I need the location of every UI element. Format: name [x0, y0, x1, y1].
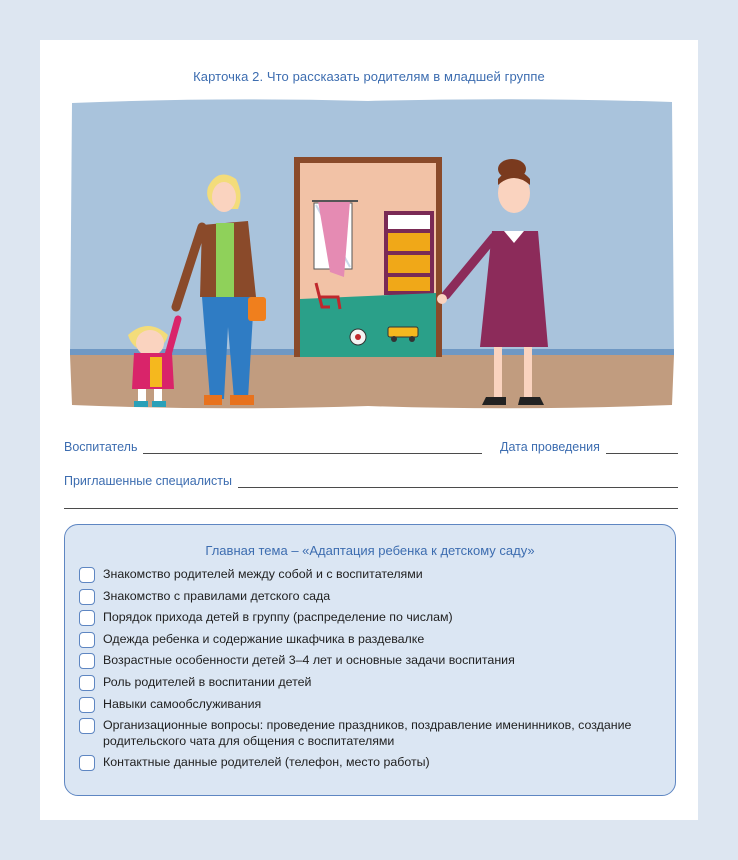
checkbox[interactable] — [79, 675, 95, 691]
checkbox[interactable] — [79, 589, 95, 605]
main-topic-box — [64, 524, 676, 796]
doorway — [294, 157, 442, 357]
checklist-item — [79, 652, 664, 669]
checklist-item — [79, 717, 664, 749]
checkbox[interactable] — [79, 718, 95, 734]
date-row — [500, 440, 678, 454]
educator-label: Воспитатель — [64, 440, 138, 454]
checklist-item-label: Знакомство родителей между собой и с воспитателями — [103, 567, 423, 581]
checkbox[interactable] — [79, 653, 95, 669]
checklist-item-label: Одежда ребенка и содержание шкафчика в раздевалке — [103, 631, 425, 646]
specialists-label: Приглашенные специалисты — [64, 474, 232, 488]
specialists-row — [64, 474, 678, 488]
checklist-item-label: Возрастные особенности детей 3–4 лет и основные задачи воспитания — [103, 653, 515, 668]
educator-row — [64, 440, 482, 454]
checklist-item-label: Роль родителей в воспитании детей — [103, 674, 312, 689]
checklist-item — [79, 754, 664, 771]
kindergarten-illustration — [68, 97, 676, 412]
topic-checklist — [79, 566, 664, 775]
checkbox[interactable] — [79, 632, 95, 648]
topic-title: Главная тема – «Адаптация ребенка к детскому саду» — [205, 543, 535, 558]
specialists-line-2[interactable] — [64, 495, 678, 509]
checkbox[interactable] — [79, 610, 95, 626]
checklist-item-label: Навыки самообслуживания — [103, 696, 262, 711]
card-title: Карточка 2. Что рассказать родителям в младшей группе — [193, 69, 545, 84]
checklist-item — [79, 588, 664, 605]
checklist-item — [79, 631, 664, 648]
date-line[interactable] — [606, 440, 678, 454]
checkbox[interactable] — [79, 697, 95, 713]
checklist-item — [79, 674, 664, 691]
checkbox[interactable] — [79, 567, 95, 583]
educator-line[interactable] — [143, 440, 482, 454]
specialists-line[interactable] — [238, 474, 678, 488]
date-label: Дата проведения — [500, 440, 600, 454]
checklist-item-label: Организационные вопросы: проведение праздников, поздравление именинников, создание родительского чата для общения с воспитателями — [103, 718, 632, 749]
checklist-item — [79, 696, 664, 713]
checklist-item-label: Порядок прихода детей в группу (распределение по числам) — [103, 610, 453, 625]
checklist-item-label: Знакомство с правилами детского сада — [103, 588, 331, 603]
worksheet-page — [40, 40, 698, 820]
checklist-item — [79, 609, 664, 626]
checklist-item-label: Контактные данные родителей (телефон, место работы) — [103, 754, 430, 769]
checkbox[interactable] — [79, 755, 95, 771]
checklist-item — [79, 566, 664, 583]
